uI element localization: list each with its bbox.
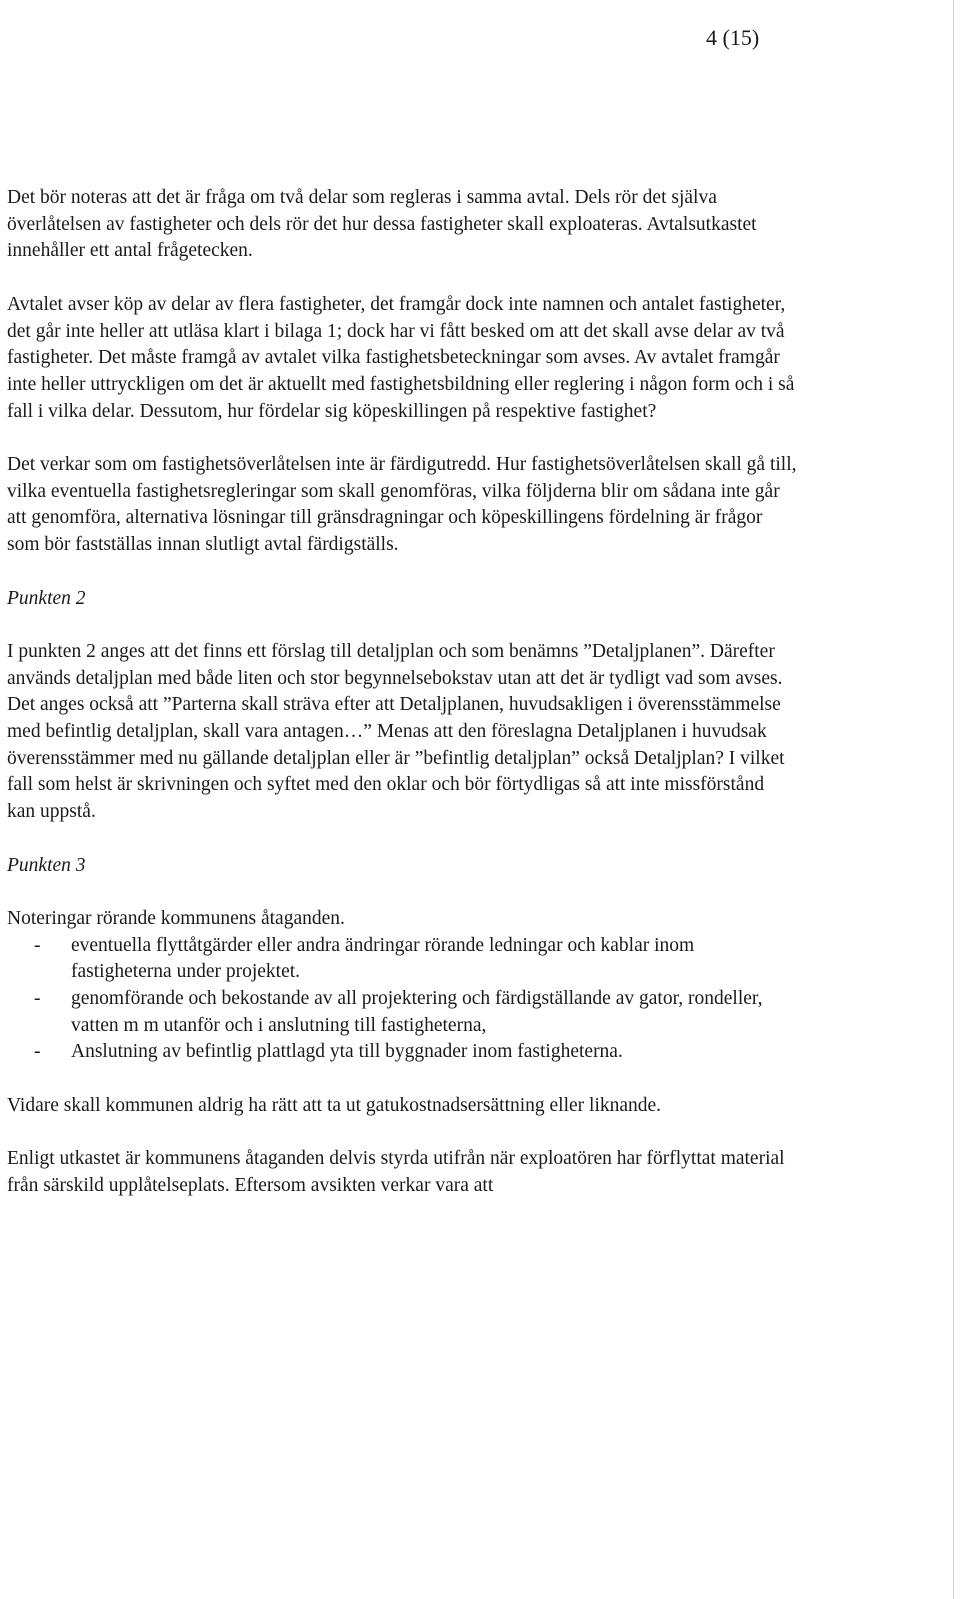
list-item: [7, 933, 797, 986]
paragraph-commitments-lead: Noteringar rörande kommunens åtaganden.: [7, 907, 345, 929]
list-item-text: eventuella flyttåtgärder eller andra ändringar rörande ledningar och kablar inom fastigheterna under projektet.: [71, 934, 695, 983]
paragraph-street-costs: Vidare skall kommunen aldrig ha rätt att ta ut gatukostnadsersättning eller liknande.: [7, 1094, 662, 1116]
commitments-list: [7, 933, 797, 1067]
list-item-text: Anslutning av befintlig plattlagd yta till byggnader inom fastigheterna.: [71, 1041, 623, 1063]
dash-bullet: -: [34, 1041, 41, 1063]
heading-punkten-3: Punkten 3: [7, 854, 86, 876]
paragraph-transfer-unresolved: Det verkar som om fastighetsöverlåtelsen inte är färdigutredd. Hur fastighetsöverlåtelsen skall gå till, vilka eventuella fastighetsregleringar som skall genomföras, vilka följderna blir om sådana inte går att genomföra, alternativa lösningar till gränsdragningar och köpeskillingens fördelning är frågor som bör fastställas innan slutligt avtal färdigställs.: [7, 454, 797, 556]
paragraph-material-moved: Enligt utkastet är kommunens åtaganden delvis styrda utifrån när exploatören har förflyttat material från särskild upplåtelseplats. Eftersom avsikten verkar vara att: [7, 1148, 785, 1196]
page-number: 4 (15): [706, 25, 760, 50]
heading-punkten-2: Punkten 2: [7, 587, 86, 609]
list-item: [7, 1039, 797, 1066]
paragraph-detaljplan: I punkten 2 anges att det finns ett förslag till detaljplan och som benämns ”Detaljplanen”. Därefter används detaljplan med både liten och stor begynnelsebokstav utan att det är tydligt vad som avses. Det anges också att ”Parterna skall sträva efter att Detaljplanen, huvudsakligen i överensstämmelse med befintlig detaljplan, skall vara antagen…” Menas att den föreslagna Detaljplanen i huvudsak överensstämmer med nu gällande detaljplan eller är ”befintlig detaljplan” också Detaljplan? I vilket fall som helst är skrivningen och syftet med den oklar och bör förtydligas så att inte missförstånd kan uppstå.: [7, 640, 785, 823]
document-body: [7, 185, 797, 1226]
list-item-text: genomförande och bekostande av all projektering och färdigställande av gator, rondeller, vatten m m utanför och i anslutning till fastigheterna,: [71, 988, 763, 1036]
paragraph-two-parts: Det bör noteras att det är fråga om två delar som regleras i samma avtal. Dels rör det själva överlåtelsen av fastigheter och dels rör det hur dessa fastigheter skall exploateras. Avtalsutkastet innehåller ett antal frågetecken.: [7, 187, 757, 262]
list-item: [7, 986, 797, 1039]
paragraph-property-purchase: Avtalet avser köp av delar av flera fastigheter, det framgår dock inte namnen och antalet fastigheter, det går inte heller att utläsa klart i bilaga 1; dock har vi fått besked om att det skall avse delar av två fastigheter. Det måste framgå av avtalet vilka fastighetsbeteckningar som avses. Av avtalet framgår inte heller uttryckligen om det är aktuellt med fastighetsbildning eller reglering i någon form och i så fall i vilka delar. Dessutom, hur fördelar sig köpeskillingen på respektive fastighet?: [7, 293, 795, 422]
dash-bullet: -: [34, 988, 41, 1009]
dash-bullet: -: [34, 934, 41, 956]
scan-edge-line: [953, 0, 954, 1599]
